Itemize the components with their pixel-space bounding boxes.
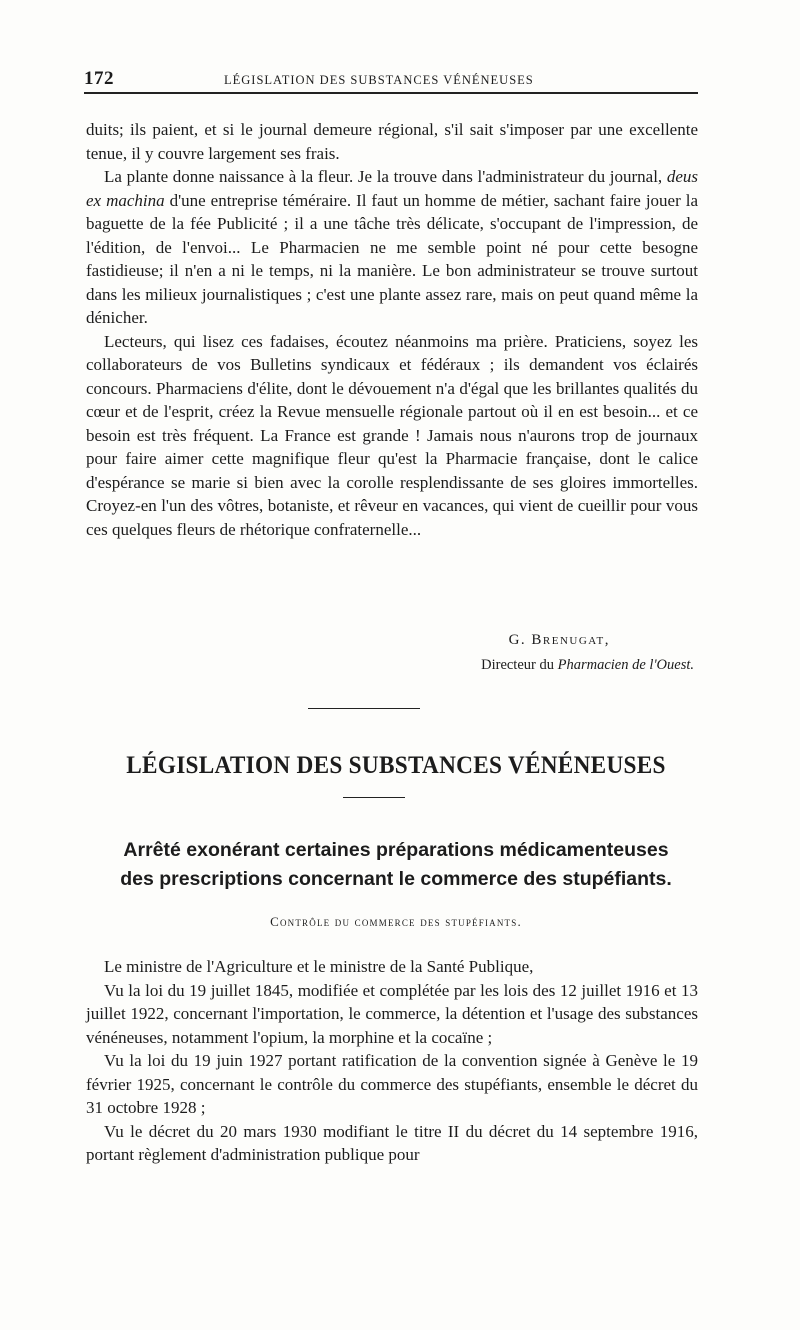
running-title: LÉGISLATION DES SUBSTANCES VÉNÉNEUSES bbox=[224, 73, 534, 87]
decree-title-line: des prescriptions concernant le commerce des stupéfiants. bbox=[120, 868, 672, 890]
decree-title bbox=[86, 836, 706, 894]
paragraph: Lecteurs, qui lisez ces fadaises, écoutez néanmoins ma prière. Praticiens, soyez les collaborateurs de vos Bulletins syndicaux et fédéraux ; ils demandent vos éclairés concours. Pharmaciens d'élite, dont le dévouement n'a d'égal que les brillantes qualités du cœur et de l'esprit, créez la Revue mensuelle régionale partout où il en est besoin... et ce besoin est très fréquent. La France est grande ! Jamais nous n'aurons trop de journaux pour faire aimer cette magnifique fleur qu'est la Pharmacie française, dont le calice d'espérance se marie si bien avec la corolle resplendissante de ses gloires immortelles. Croyez-en l'un des vôtres, botaniste, et rêveur en vacances, qui vient de cueillir pour vous ces quelques fleurs de rhétorique confraternelle... bbox=[86, 331, 698, 539]
section-title: LÉGISLATION DES SUBSTANCES VÉNÉNEUSES bbox=[126, 752, 666, 779]
running-header bbox=[84, 68, 698, 94]
author-name: G. Brenugat, bbox=[508, 632, 610, 648]
paragraph bbox=[86, 165, 698, 330]
author-role-journal: Pharmacien de l'Ouest. bbox=[557, 657, 694, 673]
section-divider bbox=[308, 708, 420, 709]
article-conclusion bbox=[86, 118, 698, 541]
author-role bbox=[86, 653, 698, 678]
decree-title-line: Arrêté exonérant certaines préparations médicamenteuses bbox=[123, 839, 669, 861]
italic-phrase: deus ex machina bbox=[86, 167, 698, 210]
page-number: 172 bbox=[84, 68, 114, 89]
paragraph: Vu la loi du 19 juin 1927 portant ratification de la convention signée à Genève le 19 février 1925, concernant le contrôle du commerce des stupéfiants, ensemble le décret du 31 octobre 1928 ; bbox=[86, 1051, 698, 1117]
signature-block bbox=[86, 628, 698, 678]
paragraph: Vu la loi du 19 juillet 1845, modifiée et complétée par les lois des 12 juillet 1916 et 13 juillet 1922, concernant l'importation, le commerce, la détention et l'usage des substances vénéneuses, notamment l'opium, la morphine et la cocaïne ; bbox=[86, 980, 698, 1047]
paragraph-text: d'une entreprise téméraire. Il faut un homme de métier, sachant faire jouer la baguette de la fée Publicité ; il a une tâche très délicate, s'occupant de l'impression, de l'édition, de l'envoi... Le Pharmacien ne me semble point né pour cette besogne fastidieuse; il n'en a ni le temps, ni la manière. Le bon administrateur se trouve surtout dans les milieux journalistiques ; c'est une plante assez rare, mais on peut quand même la dénicher. bbox=[86, 190, 698, 327]
author-role-prefix: Directeur du bbox=[481, 657, 558, 673]
paragraph: Vu le décret du 20 mars 1930 modifiant le titre II du décret du 14 septembre 1916, portant règlement d'administration publique pour bbox=[86, 1121, 698, 1164]
decree-body bbox=[86, 955, 698, 1167]
title-underline bbox=[343, 797, 405, 798]
paragraph: Le ministre de l'Agriculture et le ministre de la Santé Publique, bbox=[104, 957, 534, 976]
control-heading: Contrôle du commerce des stupéfiants. bbox=[270, 914, 522, 929]
paragraph-text: La plante donne naissance à la fleur. Je la trouve dans l'administrateur du journal, bbox=[104, 167, 667, 186]
paragraph: duits; ils paient, et si le journal demeure régional, s'il sait s'imposer par une excellente tenue, il y couvre largement ses frais. bbox=[86, 120, 698, 163]
